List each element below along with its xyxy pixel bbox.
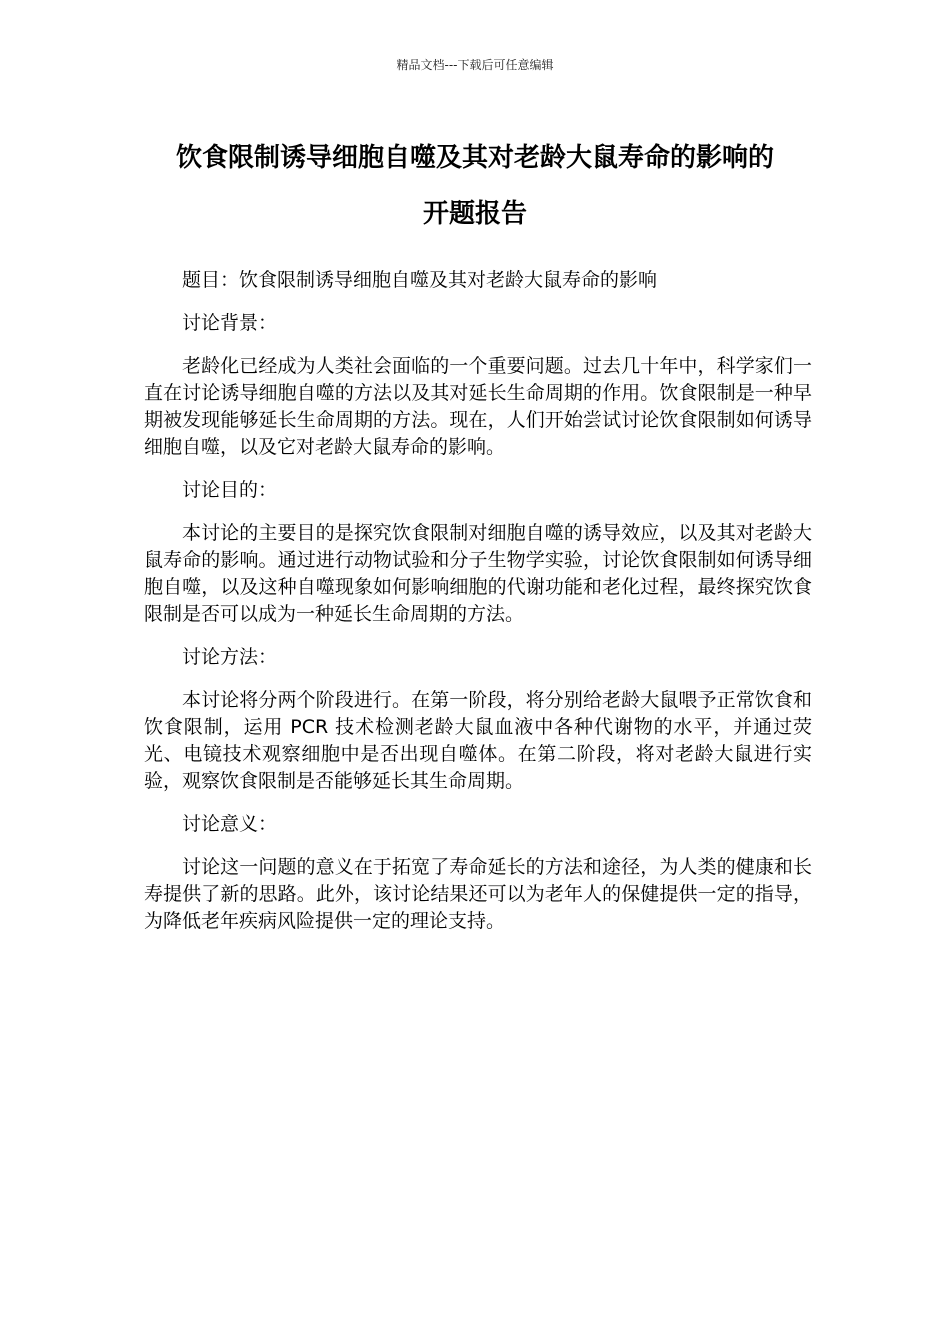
header-note: 精品文档---下载后可任意编辑	[396, 58, 554, 72]
background-heading: 讨论背景：	[182, 312, 278, 334]
document-body	[144, 267, 812, 951]
purpose-heading: 讨论目的：	[182, 479, 278, 501]
method-heading: 讨论方法：	[182, 646, 278, 668]
title-line-1: 饮食限制诱导细胞自噬及其对老龄大鼠寿命的影响的	[175, 143, 774, 173]
background-paragraph: 老龄化已经成为人类社会面临的一个重要问题。过去几十年中，科学家们一直在讨论诱导细胞自噬的方法以及其对延长生命周期的作用。饮食限制是一种早期被发现能够延长生命周期的方法。现在，人们开始尝试讨论饮食限制如何诱导细胞自噬，以及它对老龄大鼠寿命的影响。	[144, 355, 812, 458]
document-title	[120, 130, 830, 242]
topic-line: 题目：饮食限制诱导细胞自噬及其对老龄大鼠寿命的影响	[182, 269, 658, 291]
method-paragraph: 本讨论将分两个阶段进行。在第一阶段，将分别给老龄大鼠喂予正常饮食和饮食限制，运用 PCR 技术检测老龄大鼠血液中各种代谢物的水平，并通过荧光、电镜技术观察细胞中是否出现自噬体。在第二阶段，将对老龄大鼠进行实验，观察饮食限制是否能够延长其生命周期。	[144, 689, 812, 792]
title-line-2: 开题报告	[422, 199, 527, 229]
purpose-paragraph: 本讨论的主要目的是探究饮食限制对细胞自噬的诱导效应，以及其对老龄大鼠寿命的影响。通过进行动物试验和分子生物学实验，讨论饮食限制如何诱导细胞自噬，以及这种自噬现象如何影响细胞的代谢功能和老化过程，最终探究饮食限制是否可以成为一种延长生命周期的方法。	[144, 522, 812, 625]
significance-heading: 讨论意义：	[182, 813, 278, 835]
significance-paragraph: 讨论这一问题的意义在于拓宽了寿命延长的方法和途径，为人类的健康和长寿提供了新的思路。此外，该讨论结果还可以为老年人的保健提供一定的指导，为降低老年疾病风险提供一定的理论支持。	[144, 856, 812, 932]
